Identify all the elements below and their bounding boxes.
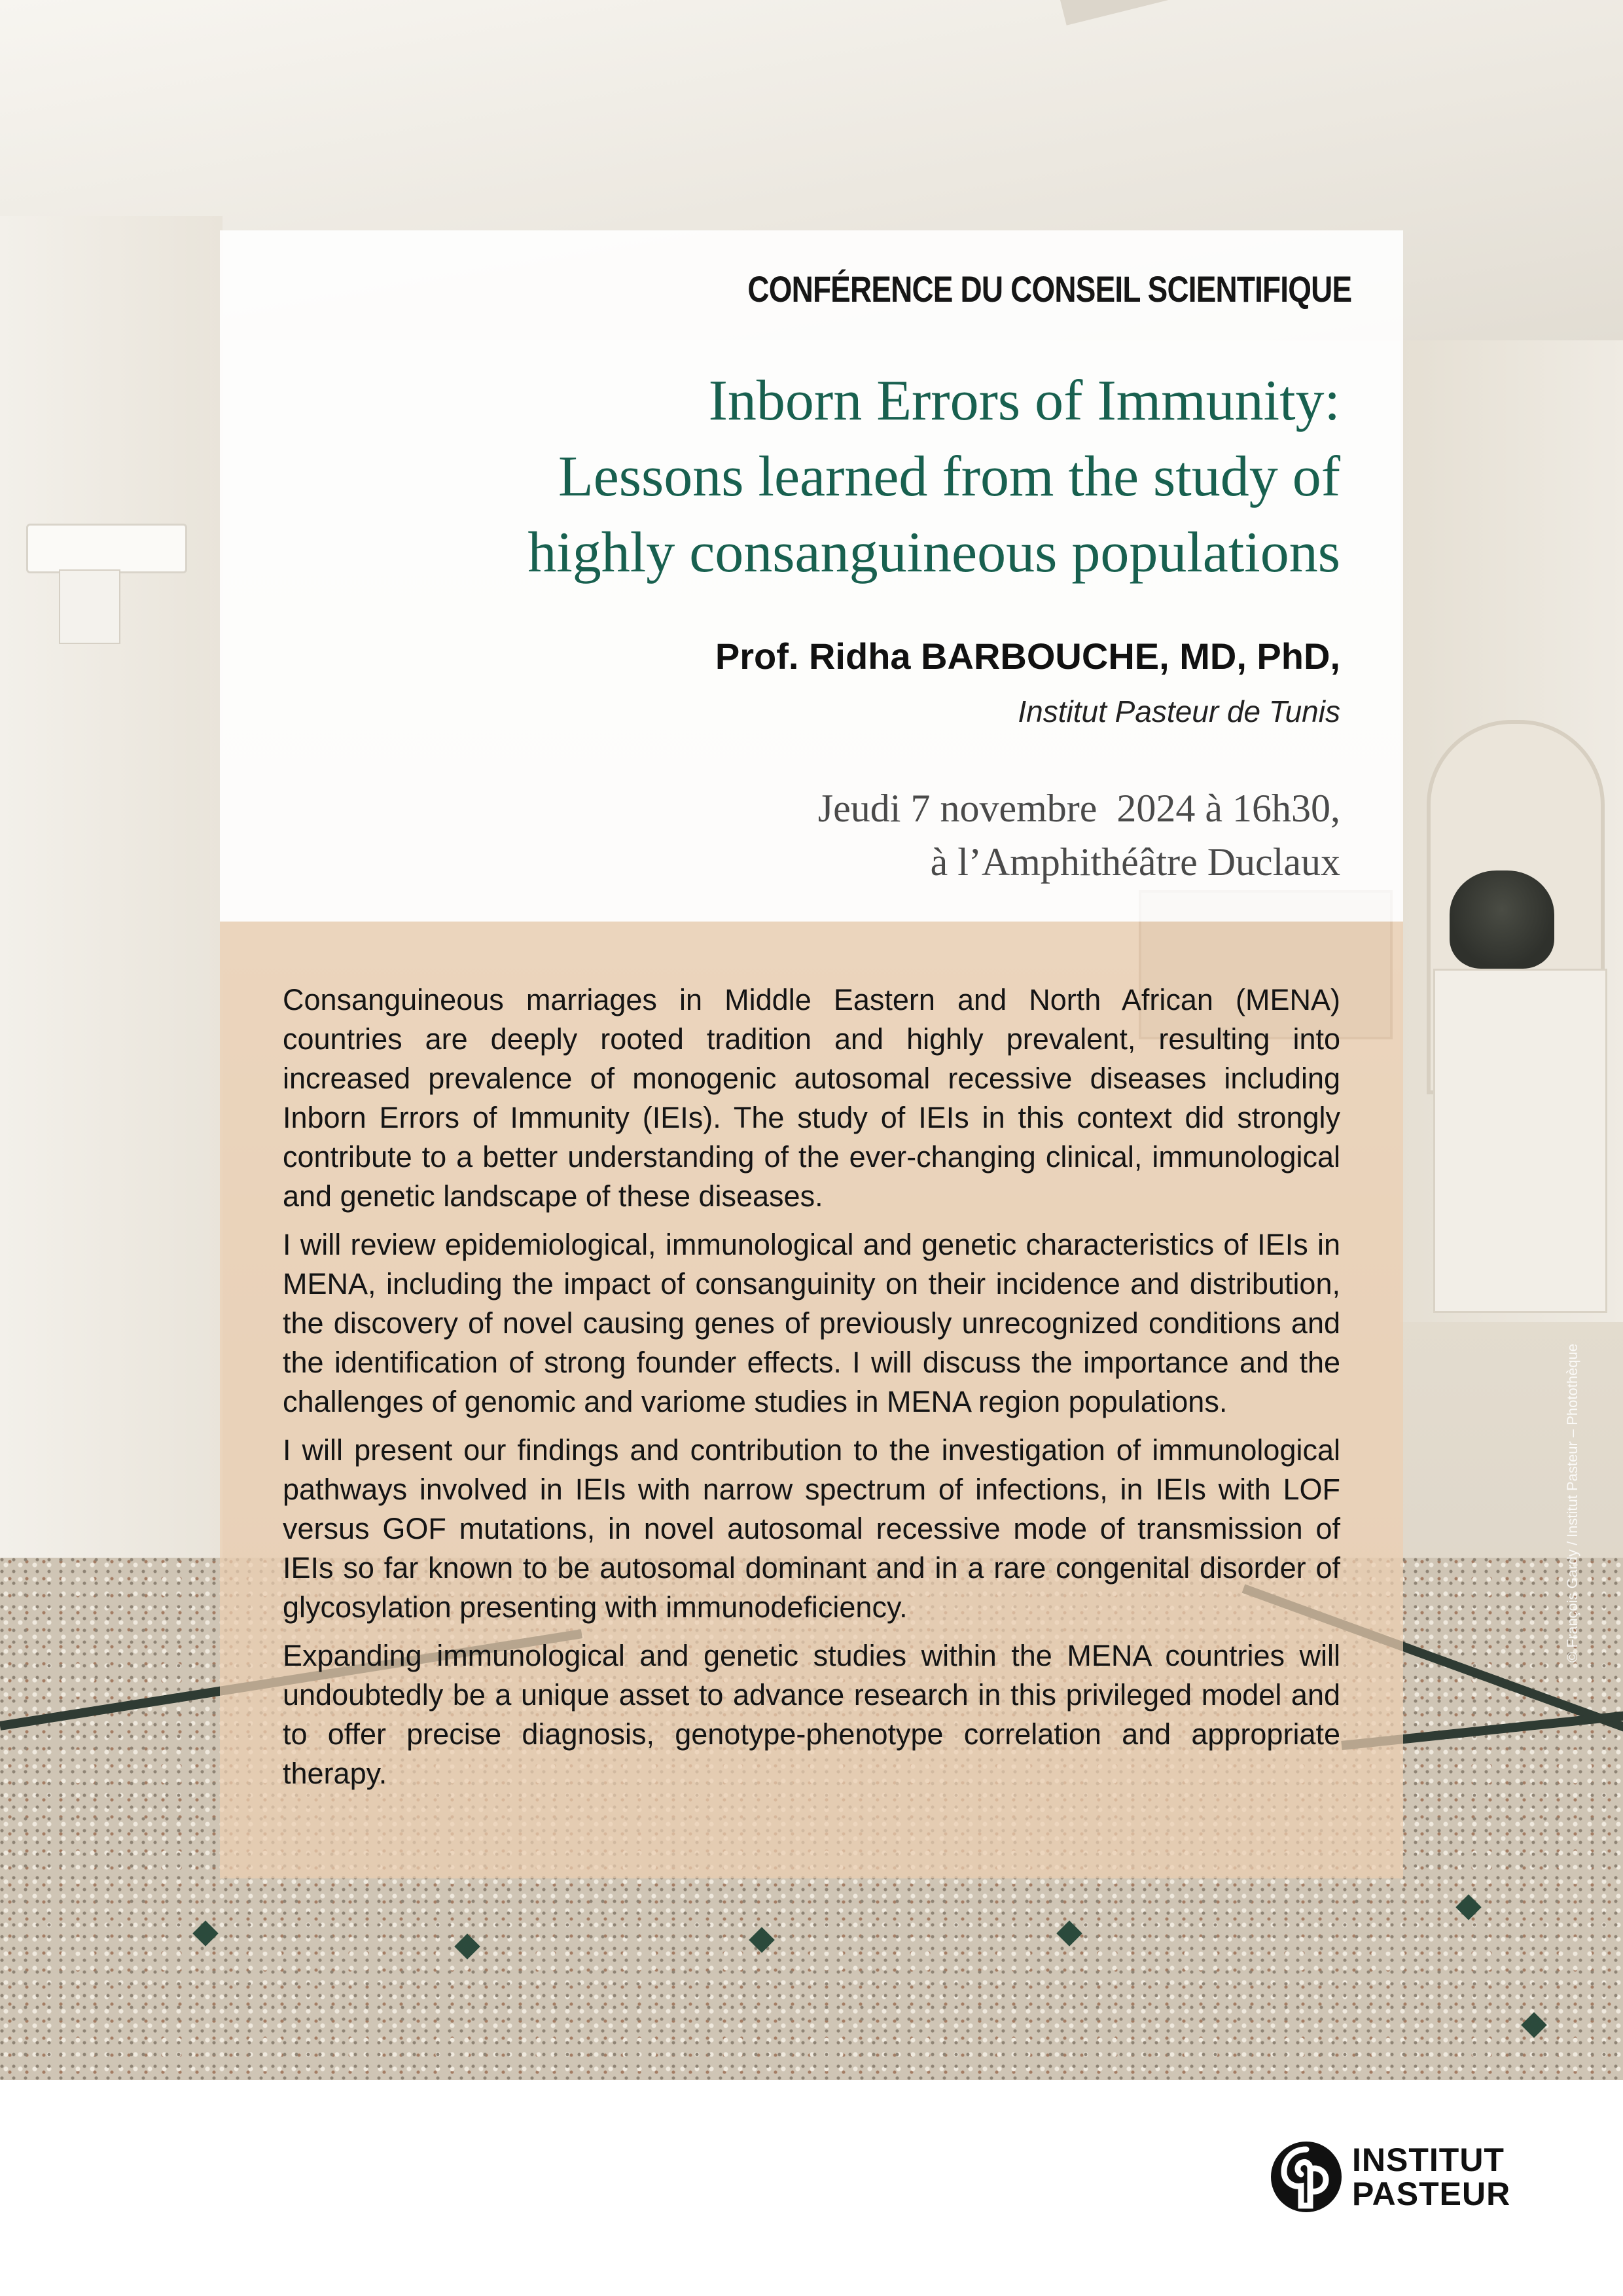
institut-pasteur-logo xyxy=(1270,2140,1544,2212)
abstract-text xyxy=(283,980,1340,1803)
speaker-name: Prof. Ridha BARBOUCHE, MD, PhD, xyxy=(715,636,1340,677)
floor-motif xyxy=(1455,1894,1482,1920)
speaker-affiliation: Institut Pasteur de Tunis xyxy=(1018,694,1340,728)
left-wall xyxy=(0,216,223,1721)
abstract-paragraph: Expanding immunological and genetic studies within the MENA countries will undoubtedly be a unique asset to advance research in this privileged model and to offer precise diagnosis, genotype-phenotype correlation and appropriate therapy. xyxy=(283,1639,1340,1790)
event-header-panel xyxy=(220,230,1403,922)
abstract-paragraph: I will present our findings and contribution to the investigation of immunological pathways involved in IEIs with narrow spectrum of infections, in IEIs with LOF versus GOF mutations, in novel autosomal recessive mode of transmission of IEIs so far known to be autosomal dominant and in a rare congenital disorder of glycosylation presenting with immunodeficiency. xyxy=(283,1433,1340,1624)
floor-motif xyxy=(454,1933,480,1960)
floor-motif xyxy=(1056,1920,1082,1946)
event-venue: à l’Amphithéâtre Duclaux xyxy=(930,840,1340,884)
photo-credit: © François Gardy / Institut Pasteur – Photothèque xyxy=(1564,1343,1580,1662)
bronze-bust xyxy=(1450,870,1554,969)
logo-wordmark xyxy=(1352,2143,1510,2211)
conference-series-label: CONFÉRENCE DU CONSEIL SCIENTIFIQUE xyxy=(747,268,1352,310)
abstract-paragraph: I will review epidemiological, immunological and genetic characteristics of IEIs in MENA, including the impact of consanguinity on their incidence and distribution, the discovery of novel causing genes of previously unrecognized conditions and the identification of strong founder effects. I will discuss the importance and the challenges of genomic and variome studies in MENA region populations. xyxy=(283,1228,1340,1418)
floor-motif xyxy=(1521,2012,1547,2038)
abstract-panel xyxy=(220,922,1403,1878)
logo-line-1: INSTITUT xyxy=(1352,2142,1505,2178)
floor-motif xyxy=(749,1927,775,1953)
talk-title-line: Inborn Errors of Immunity: xyxy=(708,369,1340,433)
event-details xyxy=(359,781,1340,889)
wall-lamp xyxy=(26,524,187,573)
abstract-paragraph: Consanguineous marriages in Middle Eastern and North African (MENA) countries are deeply rooted tradition and highly prevalent, resulting into increased prevalence of monogenic autosomal recessive diseases including Inborn Errors of Immunity (IEIs). The study of IEIs in this context did strongly contribute to a better understanding of the ever-changing clinical, immunological and genetic landscape of these diseases. xyxy=(283,983,1340,1213)
talk-title-line: Lessons learned from the study of xyxy=(558,445,1340,509)
logo-line-2: PASTEUR xyxy=(1352,2176,1511,2212)
talk-title-line: highly consanguineous populations xyxy=(527,521,1340,584)
event-date: Jeudi 7 novembre 2024 à 16h30, xyxy=(817,787,1340,830)
wall-lamp-stem xyxy=(59,569,120,644)
institut-pasteur-logo-icon xyxy=(1270,2140,1343,2214)
floor-motif xyxy=(192,1920,219,1946)
talk-title xyxy=(359,363,1340,591)
